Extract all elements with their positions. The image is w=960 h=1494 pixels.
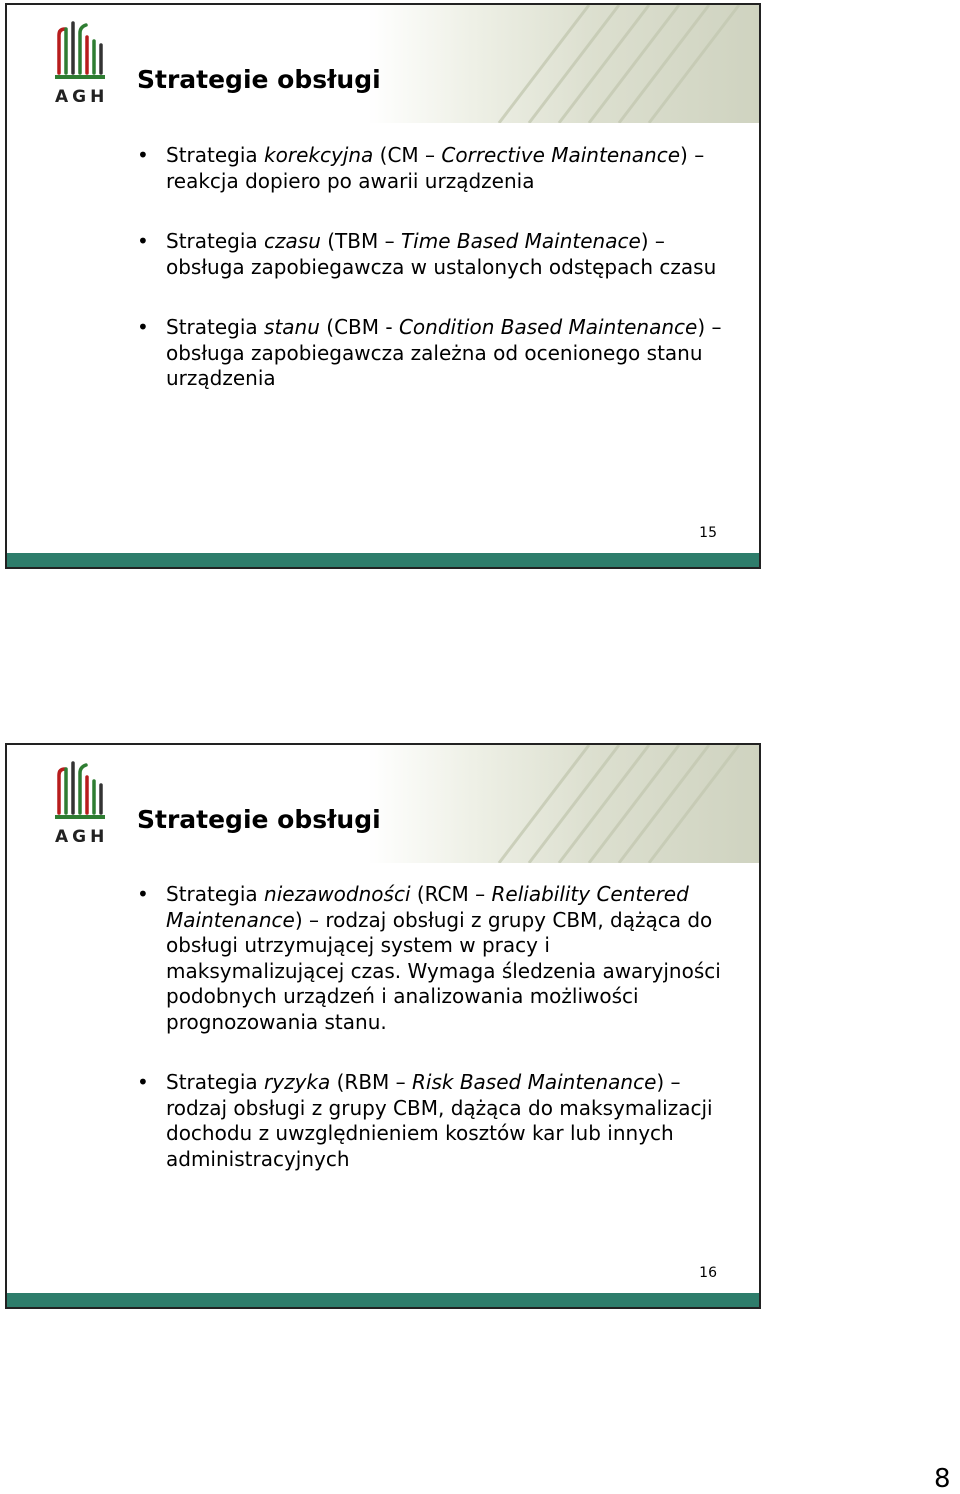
bullet-term: ryzyka	[264, 1070, 331, 1094]
bullet-term: korekcyjna	[264, 143, 374, 167]
bullet-text: ) – obsługa zapobiegawcza w ustalonych odstępach czasu	[166, 229, 717, 279]
bullet-item	[137, 882, 727, 1035]
bullet-item	[137, 143, 727, 194]
bullet-term: Time Based Maintenace	[400, 229, 641, 253]
bullet-text: Strategia	[166, 315, 265, 339]
bullet-text: ) – rodzaj obsługi z grupy CBM, dążąca do obsługi utrzymującej system w pracy i maksymalizującej czas. Wymaga śledzenia awaryjności podobnych urządzeń i analizowania możliwości prognozowania stanu.	[166, 907, 721, 1034]
slide-15	[5, 3, 761, 569]
bullet-text: ) – rodzaj obsługi z grupy CBM, dążąca do maksymalizacji dochodu z uwzględnieniem kosztów kar lub innych administracyjnych	[166, 1070, 713, 1171]
bullet-text: Strategia	[166, 229, 265, 253]
slide-header	[7, 5, 759, 123]
logo-text: AGH	[55, 827, 109, 847]
bullet-list	[137, 143, 727, 427]
slide-16	[5, 743, 761, 1309]
slide-title: Strategie obsługi	[137, 805, 381, 834]
slide-title: Strategie obsługi	[137, 65, 381, 94]
bullet-text: ) – reakcja dopiero po awarii urządzenia	[166, 143, 705, 193]
slide-page-number: 15	[699, 525, 717, 541]
bullet-list	[137, 882, 727, 1207]
bullet-text: ) – obsługa zapobiegawcza zależna od ocenionego stanu urządzenia	[166, 315, 722, 390]
bullet-text: Strategia	[166, 882, 265, 906]
bullet-term: stanu	[264, 315, 320, 339]
bullet-text: (RBM –	[330, 1070, 413, 1094]
bullet-item	[137, 1070, 727, 1172]
logo-text: AGH	[55, 87, 109, 107]
bullet-text: (CBM -	[319, 315, 399, 339]
bullet-item	[137, 229, 727, 280]
bullet-term: Condition Based Maintenance	[398, 315, 698, 339]
slide-header	[7, 745, 759, 863]
decorative-stripes	[439, 5, 759, 123]
bullet-term: niezawodności	[264, 882, 411, 906]
agh-logo	[49, 755, 109, 855]
document-page-number: 8	[934, 1464, 951, 1494]
bullet-term: Risk Based Maintenance	[412, 1070, 657, 1094]
bullet-term: czasu	[264, 229, 321, 253]
slide-page-number: 16	[699, 1265, 717, 1281]
bullet-text: Strategia	[166, 1070, 265, 1094]
bullet-text: (CM –	[373, 143, 442, 167]
footer-bar	[7, 553, 759, 567]
bullet-text: Strategia	[166, 143, 265, 167]
bullet-item	[137, 315, 727, 392]
agh-logo	[49, 15, 109, 115]
bullet-text: (TBM –	[320, 229, 401, 253]
footer-bar	[7, 1293, 759, 1307]
decorative-stripes	[439, 745, 759, 863]
bullet-term: Corrective Maintenance	[441, 143, 681, 167]
bullet-term: Reliability Centered Maintenance	[166, 882, 689, 932]
bullet-text: (RCM –	[410, 882, 492, 906]
